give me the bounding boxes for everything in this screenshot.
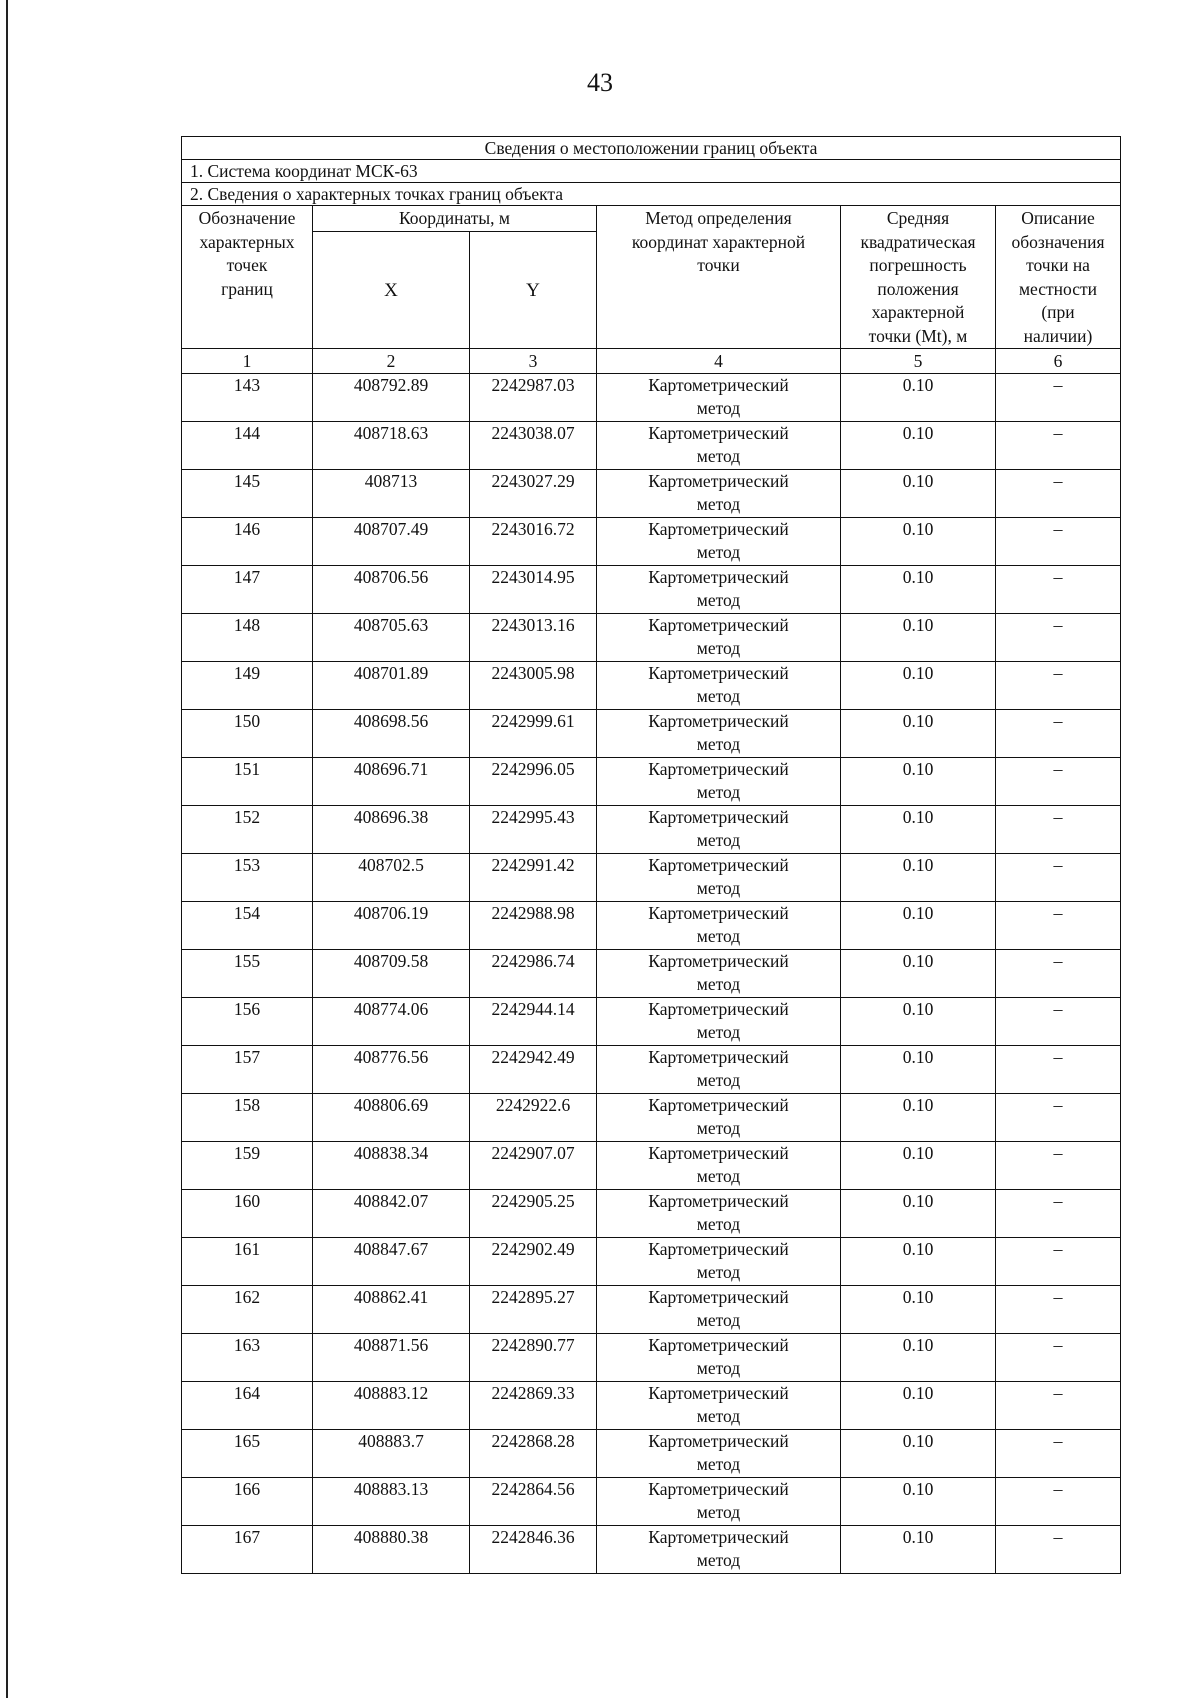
table-row (182, 1286, 1121, 1334)
boundary-points-table (181, 136, 1121, 1574)
cell-method-line: Картометрический (648, 855, 789, 875)
cell-x: 408696.71 (313, 758, 470, 806)
cell-method (597, 470, 841, 518)
header-error-line: характерной (871, 302, 965, 322)
cell-point: 164 (182, 1382, 313, 1430)
cell-y: 2242995.43 (470, 806, 597, 854)
cell-point: 148 (182, 614, 313, 662)
header-method-line: координат характерной (631, 231, 806, 252)
cell-method-line: Картометрический (648, 1047, 789, 1067)
cell-method-line: Картометрический (648, 1383, 789, 1403)
cell-method-line: Картометрический (648, 951, 789, 971)
cell-y: 2243014.95 (470, 566, 597, 614)
table-row (182, 854, 1121, 902)
cell-x: 408806.69 (313, 1094, 470, 1142)
header-description-line: обозначения (1011, 231, 1105, 252)
cell-y: 2242942.49 (470, 1046, 597, 1094)
cell-method-line: метод (696, 1502, 741, 1522)
cell-y: 2243027.29 (470, 470, 597, 518)
cell-y: 2242988.98 (470, 902, 597, 950)
cell-error: 0.10 (841, 1238, 996, 1286)
table-row (182, 1142, 1121, 1190)
cell-method-line: метод (696, 734, 741, 754)
header-x-label: X (384, 279, 398, 301)
cell-method-line: метод (696, 542, 741, 562)
cell-point: 160 (182, 1190, 313, 1238)
cell-x: 408871.56 (313, 1334, 470, 1382)
table-row (182, 662, 1121, 710)
table-row (182, 950, 1121, 998)
cell-x: 408847.67 (313, 1238, 470, 1286)
cell-y: 2242868.28 (470, 1430, 597, 1478)
table-row (182, 758, 1121, 806)
table-row (182, 806, 1121, 854)
cell-method-line: Картометрический (648, 1431, 789, 1451)
cell-error: 0.10 (841, 1046, 996, 1094)
cell-x: 408706.56 (313, 566, 470, 614)
cell-error: 0.10 (841, 1382, 996, 1430)
cell-y: 2242922.6 (470, 1094, 597, 1142)
table-row (182, 1094, 1121, 1142)
cell-point: 149 (182, 662, 313, 710)
column-number: 2 (313, 349, 470, 374)
cell-y: 2242905.25 (470, 1190, 597, 1238)
header-x (313, 232, 470, 349)
cell-x: 408883.7 (313, 1430, 470, 1478)
cell-description: – (996, 1430, 1121, 1478)
cell-x: 408698.56 (313, 710, 470, 758)
header-point-line: характерных (199, 231, 295, 252)
cell-y: 2242991.42 (470, 854, 597, 902)
cell-x: 408792.89 (313, 374, 470, 422)
cell-method-line: метод (696, 926, 741, 946)
table-row (182, 1334, 1121, 1382)
cell-method-line: метод (696, 830, 741, 850)
column-number: 1 (182, 349, 313, 374)
cell-method (597, 1190, 841, 1238)
cell-description: – (996, 998, 1121, 1046)
cell-method-line: метод (696, 1118, 741, 1138)
cell-point: 163 (182, 1334, 313, 1382)
cell-method (597, 758, 841, 806)
cell-method-line: метод (696, 446, 741, 466)
cell-x: 408842.07 (313, 1190, 470, 1238)
header-description-line: Описание (1021, 208, 1095, 228)
table-row (182, 1190, 1121, 1238)
cell-error: 0.10 (841, 1286, 996, 1334)
cell-y: 2243005.98 (470, 662, 597, 710)
cell-x: 408705.63 (313, 614, 470, 662)
cell-description: – (996, 950, 1121, 998)
cell-description: – (996, 1478, 1121, 1526)
cell-x: 408701.89 (313, 662, 470, 710)
cell-method (597, 998, 841, 1046)
cell-description: – (996, 1238, 1121, 1286)
cell-method (597, 1430, 841, 1478)
cell-y: 2242895.27 (470, 1286, 597, 1334)
cell-description: – (996, 566, 1121, 614)
cell-error: 0.10 (841, 374, 996, 422)
cell-method-line: метод (696, 638, 741, 658)
cell-point: 159 (182, 1142, 313, 1190)
cell-description: – (996, 1334, 1121, 1382)
cell-y: 2243016.72 (470, 518, 597, 566)
cell-x: 408838.34 (313, 1142, 470, 1190)
cell-x: 408880.38 (313, 1526, 470, 1574)
cell-method-line: Картометрический (648, 807, 789, 827)
cell-method (597, 1094, 841, 1142)
cell-method-line: метод (696, 494, 741, 514)
cell-point: 143 (182, 374, 313, 422)
cell-method (597, 422, 841, 470)
cell-method-line: Картометрический (648, 1143, 789, 1163)
cell-error: 0.10 (841, 470, 996, 518)
cell-method (597, 1526, 841, 1574)
cell-method (597, 1286, 841, 1334)
cell-point: 162 (182, 1286, 313, 1334)
table-row (182, 1478, 1121, 1526)
cell-description: – (996, 518, 1121, 566)
cell-x: 408883.12 (313, 1382, 470, 1430)
cell-method-line: метод (696, 1550, 741, 1570)
table-row (182, 614, 1121, 662)
header-description-line: местности (1018, 278, 1098, 299)
cell-method (597, 566, 841, 614)
cell-description: – (996, 374, 1121, 422)
cell-x: 408707.49 (313, 518, 470, 566)
header-description-line: (при (1041, 302, 1075, 322)
header-error-line: точки (Mt), м (868, 325, 968, 346)
cell-method-line: Картометрический (648, 519, 789, 539)
cell-y: 2242907.07 (470, 1142, 597, 1190)
cell-method-line: Картометрический (648, 759, 789, 779)
cell-description: – (996, 1382, 1121, 1430)
column-number: 4 (597, 349, 841, 374)
cell-y: 2242986.74 (470, 950, 597, 998)
cell-error: 0.10 (841, 1094, 996, 1142)
table-row (182, 1430, 1121, 1478)
table-row (182, 470, 1121, 518)
cell-method-line: Картометрический (648, 423, 789, 443)
cell-error: 0.10 (841, 566, 996, 614)
cell-method-line: метод (696, 1310, 741, 1330)
cell-description: – (996, 470, 1121, 518)
cell-point: 161 (182, 1238, 313, 1286)
cell-description: – (996, 662, 1121, 710)
cell-method-line: метод (696, 686, 741, 706)
cell-point: 144 (182, 422, 313, 470)
cell-description: – (996, 1190, 1121, 1238)
cell-description: – (996, 1094, 1121, 1142)
cell-y: 2242864.56 (470, 1478, 597, 1526)
cell-method (597, 374, 841, 422)
cell-method (597, 710, 841, 758)
cell-method-line: Картометрический (648, 1191, 789, 1211)
cell-error: 0.10 (841, 614, 996, 662)
cell-x: 408718.63 (313, 422, 470, 470)
table-row (182, 374, 1121, 422)
coordinate-system-line: 1. Система координат МСК-63 (182, 160, 1121, 183)
cell-y: 2242987.03 (470, 374, 597, 422)
header-y (470, 232, 597, 349)
cell-error: 0.10 (841, 758, 996, 806)
cell-x: 408702.5 (313, 854, 470, 902)
cell-method-line: метод (696, 1214, 741, 1234)
cell-description: – (996, 1526, 1121, 1574)
cell-point: 158 (182, 1094, 313, 1142)
page-number: 43 (587, 68, 613, 97)
header-error-line: погрешность (869, 255, 967, 275)
cell-description: – (996, 854, 1121, 902)
cell-method-line: Картометрический (648, 1095, 789, 1115)
table-row (182, 1238, 1121, 1286)
header-error-line: квадратическая (860, 231, 976, 252)
cell-method-line: Картометрический (648, 1479, 789, 1499)
cell-description: – (996, 758, 1121, 806)
cell-method-line: метод (696, 398, 741, 418)
table-row (182, 566, 1121, 614)
table-row (182, 998, 1121, 1046)
cell-method-line: Картометрический (648, 1335, 789, 1355)
cell-method (597, 854, 841, 902)
table-row (182, 518, 1121, 566)
cell-method (597, 1478, 841, 1526)
page-binding-edge (6, 0, 8, 1698)
header-point-line: точек (226, 255, 268, 275)
cell-method-line: Картометрический (648, 711, 789, 731)
table-row (182, 1382, 1121, 1430)
cell-error: 0.10 (841, 1478, 996, 1526)
cell-x: 408862.41 (313, 1286, 470, 1334)
cell-method-line: Картометрический (648, 471, 789, 491)
cell-error: 0.10 (841, 1142, 996, 1190)
cell-description: – (996, 902, 1121, 950)
cell-x: 408709.58 (313, 950, 470, 998)
cell-method (597, 902, 841, 950)
cell-x: 408696.38 (313, 806, 470, 854)
cell-error: 0.10 (841, 662, 996, 710)
cell-y: 2242902.49 (470, 1238, 597, 1286)
header-point-line: Обозначение (198, 208, 296, 228)
header-error-line: Средняя (886, 208, 950, 228)
cell-point: 165 (182, 1430, 313, 1478)
cell-error: 0.10 (841, 998, 996, 1046)
cell-method (597, 806, 841, 854)
cell-method-line: Картометрический (648, 375, 789, 395)
cell-point: 146 (182, 518, 313, 566)
cell-point: 153 (182, 854, 313, 902)
cell-point: 151 (182, 758, 313, 806)
header-method-line: точки (697, 255, 740, 275)
cell-description: – (996, 614, 1121, 662)
table-row (182, 1046, 1121, 1094)
cell-y: 2243038.07 (470, 422, 597, 470)
header-description (996, 206, 1121, 349)
cell-method (597, 614, 841, 662)
cell-error: 0.10 (841, 806, 996, 854)
cell-method (597, 1142, 841, 1190)
cell-method-line: Картометрический (648, 663, 789, 683)
cell-point: 145 (182, 470, 313, 518)
cell-y: 2242996.05 (470, 758, 597, 806)
cell-method-line: Картометрический (648, 1527, 789, 1547)
header-error (841, 206, 996, 349)
table-row (182, 422, 1121, 470)
cell-method-line: Картометрический (648, 615, 789, 635)
cell-point: 166 (182, 1478, 313, 1526)
table-row (182, 902, 1121, 950)
cell-method-line: метод (696, 974, 741, 994)
table-row (182, 1526, 1121, 1574)
cell-point: 154 (182, 902, 313, 950)
cell-method-line: Картометрический (648, 1239, 789, 1259)
cell-description: – (996, 422, 1121, 470)
cell-error: 0.10 (841, 1430, 996, 1478)
header-description-line: точки на (1026, 255, 1090, 275)
cell-point: 156 (182, 998, 313, 1046)
cell-point: 147 (182, 566, 313, 614)
cell-method-line: метод (696, 590, 741, 610)
cell-x: 408713 (313, 470, 470, 518)
cell-method-line: метод (696, 1070, 741, 1090)
cell-method (597, 950, 841, 998)
cell-point: 152 (182, 806, 313, 854)
cell-method-line: Картометрический (648, 903, 789, 923)
cell-error: 0.10 (841, 518, 996, 566)
cell-error: 0.10 (841, 422, 996, 470)
cell-description: – (996, 1286, 1121, 1334)
cell-method-line: Картометрический (648, 999, 789, 1019)
cell-method (597, 1382, 841, 1430)
cell-method (597, 662, 841, 710)
table-row (182, 710, 1121, 758)
cell-y: 2242846.36 (470, 1526, 597, 1574)
header-coordinates: Координаты, м (313, 206, 597, 232)
cell-error: 0.10 (841, 950, 996, 998)
points-section-line: 2. Сведения о характерных точках границ объекта (182, 183, 1121, 206)
cell-x: 408706.19 (313, 902, 470, 950)
cell-method-line: метод (696, 1454, 741, 1474)
cell-method-line: метод (696, 1166, 741, 1186)
cell-x: 408776.56 (313, 1046, 470, 1094)
cell-x: 408774.06 (313, 998, 470, 1046)
cell-point: 155 (182, 950, 313, 998)
header-point-line: границ (221, 278, 273, 299)
cell-error: 0.10 (841, 854, 996, 902)
cell-method-line: метод (696, 1358, 741, 1378)
cell-description: – (996, 710, 1121, 758)
cell-description: – (996, 1046, 1121, 1094)
cell-y: 2242999.61 (470, 710, 597, 758)
header-error-line: положения (877, 278, 959, 299)
cell-y: 2242890.77 (470, 1334, 597, 1382)
cell-y: 2242869.33 (470, 1382, 597, 1430)
header-description-line: наличии) (1023, 325, 1093, 346)
cell-method-line: Картометрический (648, 1287, 789, 1307)
cell-method-line: метод (696, 1406, 741, 1426)
cell-method-line: Картометрический (648, 567, 789, 587)
cell-point: 157 (182, 1046, 313, 1094)
cell-error: 0.10 (841, 1526, 996, 1574)
cell-y: 2242944.14 (470, 998, 597, 1046)
header-method-line: Метод определения (645, 208, 792, 228)
cell-description: – (996, 806, 1121, 854)
cell-method (597, 518, 841, 566)
cell-y: 2243013.16 (470, 614, 597, 662)
cell-error: 0.10 (841, 902, 996, 950)
cell-method (597, 1334, 841, 1382)
table-title: Сведения о местоположении границ объекта (182, 137, 1121, 160)
cell-error: 0.10 (841, 1190, 996, 1238)
cell-point: 150 (182, 710, 313, 758)
cell-method-line: метод (696, 1262, 741, 1282)
cell-error: 0.10 (841, 1334, 996, 1382)
cell-method-line: метод (696, 782, 741, 802)
cell-method (597, 1046, 841, 1094)
cell-method-line: метод (696, 878, 741, 898)
cell-method-line: метод (696, 1022, 741, 1042)
cell-x: 408883.13 (313, 1478, 470, 1526)
header-method (597, 206, 841, 349)
cell-point: 167 (182, 1526, 313, 1574)
header-y-label: Y (526, 279, 540, 301)
header-point (182, 206, 313, 349)
cell-method (597, 1238, 841, 1286)
column-number: 5 (841, 349, 996, 374)
column-number: 3 (470, 349, 597, 374)
cell-error: 0.10 (841, 710, 996, 758)
column-number: 6 (996, 349, 1121, 374)
cell-description: – (996, 1142, 1121, 1190)
